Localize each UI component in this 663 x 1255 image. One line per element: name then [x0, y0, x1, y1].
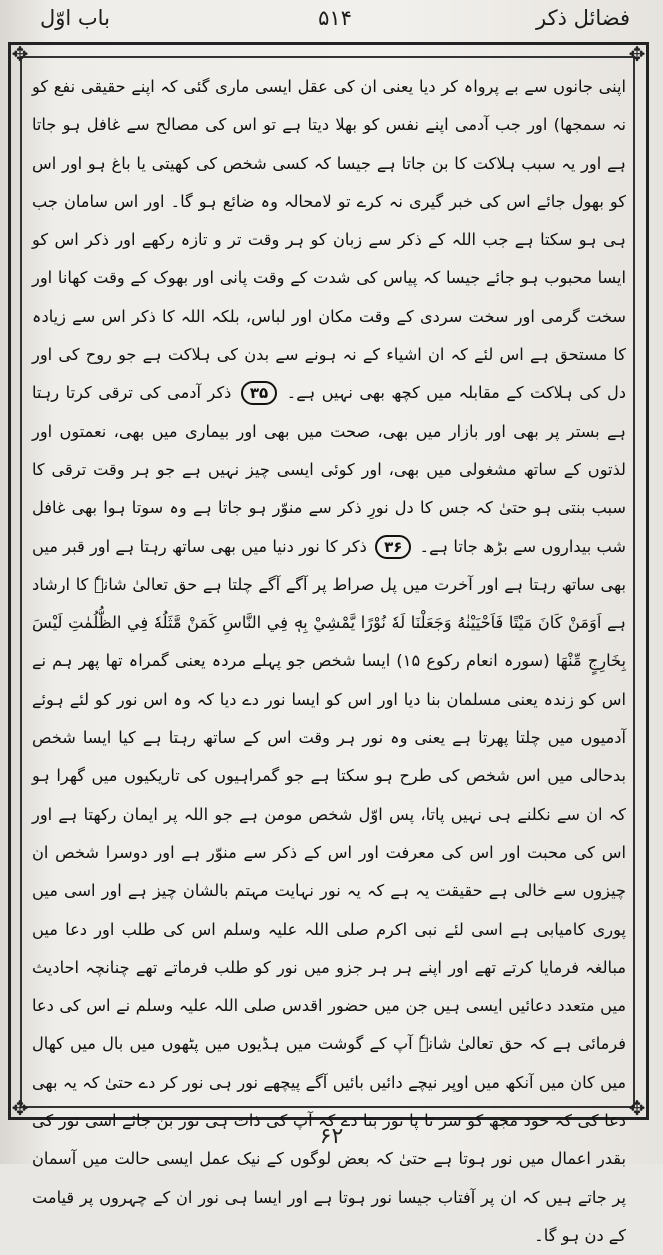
- paragraph: [32, 68, 626, 1255]
- page-number-top: ۵۱۴: [318, 6, 352, 30]
- chapter-title: باب اوّل: [40, 6, 110, 30]
- paragraph-text: اپنی جانوں سے بے پرواہ کر دیا یعنی ان کی عقل ایسی ماری گئی کہ اپنے حقیقی نفع کو نہ سمجھا) اور جب آدمی اپنے نفس کو بھلا دیتا ہے تو اس کی مصالح سے غافل ہو جاتا ہے اور یہ سبب ہلاکت کا بن جاتا ہے جیسا کہ کسی شخص کی کھیتی یا باغ ہو اور اس کو بھول جائے اس کی خبر گیری نہ کرے تو لامحالہ وہ ضائع ہو گا۔ اور اس سامان جب ہی ہو سکتا ہے جب اللہ کے ذکر سے زبان کو ہر وقت تر و تازہ رکھے اور ذکر اس کو ایسا محبوب ہو جائے جیسا کہ پیاس کی شدت کے وقت پانی اور بھوک کے وقت کھانا اور سخت گرمی اور سخت سردی کے وقت مکان اور لباس، بلکہ اللہ کا ذکر اس سے زیادہ کا مستحق ہے اس لئے کہ ان اشیاء کے نہ ہونے سے بدن کی ہلاکت ہے جو روح کی اور دل کی ہلاکت کے مقابلہ میں کچھ بھی نہیں ہے۔: [32, 77, 626, 403]
- paragraph-text: ایسا شخص جو پہلے مردہ یعنی گمراہ تھا پھر ہم نے اس کو زندہ یعنی مسلمان بنا دیا اور اس کو ایسا نور دے دیا کہ وہ اس نور کو لئے ہوئے آدمیوں میں چلتا پھرتا ہے یعنی وہ نور ہر وقت اس کے ساتھ رہتا ہے کیا ایسا شخص بدحالی میں اس شخص کی طرح ہو سکتا ہے جو گمراہیوں کی تاریکیوں میں گھرا ہو کہ ان سے نکلنے ہی نہیں پاتا، پس اوّل شخص مومن ہے جو اللہ پر ایمان رکھتا ہے اور اس کی محبت اور اس کی معرفت اور اس کے ذکر سے منوّر ہے اور دوسرا شخص ان چیزوں سے خالی ہے حقیقت یہ ہے کہ یہ نور نہایت مہتم بالشان چیز ہے اور اسی میں پوری کامیابی ہے اسی لئے نبی اکرم صلی اللہ علیہ وسلم اس کی طلب اور دعا میں مبالغہ فرمایا کرتے تھے اور اپنے ہر ہر جزو میں نور کو طلب فرماتے تھے چنانچہ احادیث میں متعدد دعائیں ایسی ہیں جن میں حضور اقدس صلی اللہ علیہ وسلم نے اس کی دعا فرمائی ہے کہ حق تعالیٰ شانہٗ آپ کے گوشت میں ہڈیوں میں پٹھوں میں بال میں کھال میں کان میں آنکھ میں اوپر نیچے دائیں بائیں آگے پیچھے نور ہی نور کر دے حتیٰ کہ یہ بھی دعا کی کہ خود مجھ کو سر تا پا نور بنا دے کہ آپ کی ذات ہی نور بن جائے اسی نور کی بقدر اعمال میں نور ہوتا ہے حتیٰ کہ بعض لوگوں کے نیک عمل ایسی حالت میں آسمان پر جاتے ہیں کہ ان پر آفتاب جیسا نور ہوتا ہے اور ایسا ہی نور ان کے چہروں پر قیامت کے دن ہو گا۔: [32, 651, 626, 1245]
- point-number: ۳۶: [375, 535, 411, 559]
- quran-verse: اَوَمَنْ كَانَ مَيْتًا فَاَحْيَيْنٰهُ وَجَعَلْنَا لَهٗ نُوْرًا يَّمْشِيْ بِهٖ فِي النَّاسِ كَمَنْ مَّثَلُهٗ فِي الظُّلُمٰتِ لَيْسَ بِخَارِجٍ مِّنْهَا: [32, 613, 626, 671]
- point-number: ۳۵: [241, 381, 277, 405]
- corner-ornament-icon: ✥: [628, 42, 646, 66]
- corner-ornament-icon: ✥: [11, 1096, 29, 1120]
- surah-reference: (سورہ انعام رکوع ۱۵): [396, 651, 550, 671]
- corner-ornament-icon: ✥: [628, 1096, 646, 1120]
- page-header: [40, 6, 630, 40]
- page-number-bottom: ۶۲: [319, 1124, 344, 1149]
- paragraph-text: ذکر کا نور دنیا میں بھی ساتھ رہتا ہے اور قبر میں بھی ساتھ رہتا ہے اور آخرت میں پل صراط پر آگے آگے چلتا ہے حق تعالیٰ شانہٗ کا ارشاد ہے: [32, 536, 626, 633]
- book-title: فضائل ذکر: [535, 6, 630, 30]
- paragraph-text: ذکر آدمی کی ترقی کرتا رہتا ہے بستر پر بھی اور بازار میں بھی، صحت میں بھی اور بیماری میں بھی، نعمتوں اور لذتوں کے ساتھ مشغولی میں بھی، اور کوئی ایسی چیز نہیں ہے جو ہر وقت ترقی کا سبب بنتی ہو حتیٰ کہ جس کا دل نورِ ذکر سے منوّر ہو جاتا ہے وہ سوتا ہوا بھی غافل شب بیداروں سے بڑھ جاتا ہے۔: [32, 383, 626, 556]
- corner-ornament-icon: ✥: [11, 42, 29, 66]
